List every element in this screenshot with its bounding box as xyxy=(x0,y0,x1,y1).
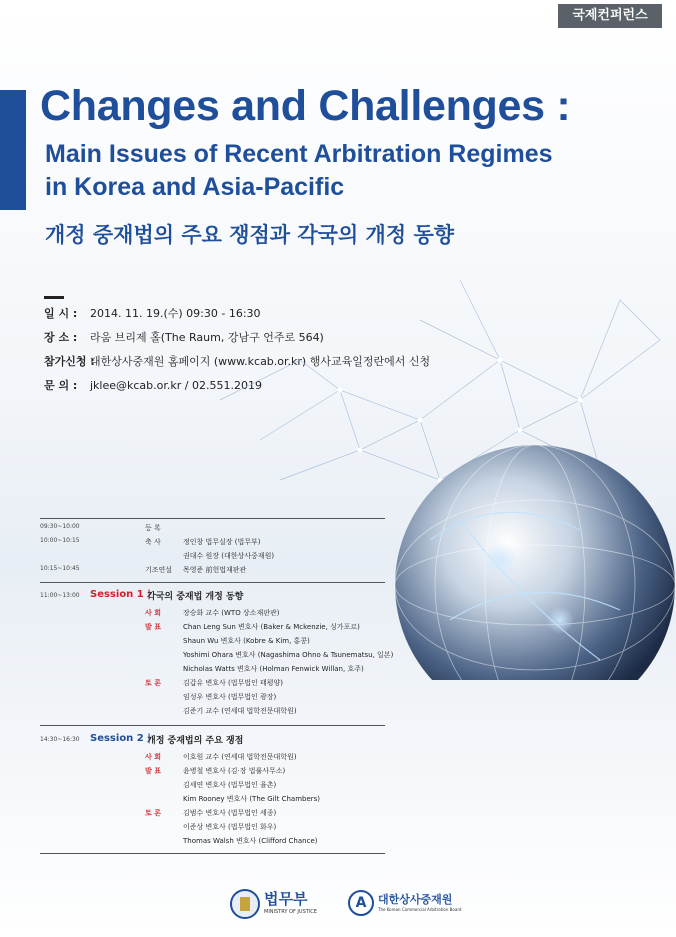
role-label: 발 표 xyxy=(145,623,161,631)
info-value: 대한상사중재원 홈페이지 (www.kcab.or.kr) 행사교육일정란에서 신청 xyxy=(90,355,431,368)
time-slot: 14:30~16:30 xyxy=(40,736,80,743)
info-key: 장 소 : xyxy=(44,331,78,344)
time-slot: 10:00~10:15 xyxy=(40,537,80,544)
moj-emblem-icon xyxy=(230,889,260,919)
row-content: Shaun Wu 변호사 (Kobre & Kim, 홍콩) xyxy=(183,637,310,645)
schedule-rule-2 xyxy=(40,725,385,726)
info-value: 라움 브리제 홀(The Raum, 강남구 언주로 564) xyxy=(90,331,324,344)
subtitle xyxy=(45,138,605,204)
sponsor-logos xyxy=(230,885,490,925)
row-content: 권대수 원장 (대한상사중재원) xyxy=(183,552,275,560)
schedule-rule-1 xyxy=(40,582,385,583)
session-1-block xyxy=(40,586,394,722)
row-content: 목영준 前헌법재판관 xyxy=(183,566,247,574)
kcab-logo-text: 대한상사중재원 xyxy=(378,893,453,906)
row-content: 김범수 변호사 (법무법인 세종) xyxy=(183,809,277,817)
session-name: Session 2 | xyxy=(90,733,151,744)
row-content: 이호원 교수 (연세대 법학전문대학원) xyxy=(183,753,297,761)
row-content: Kim Rooney 변호사 (The Gilt Chambers) xyxy=(183,795,321,803)
info-value: 2014. 11. 19.(수) 09:30 - 16:30 xyxy=(90,307,261,320)
row-content: Nicholas Watts 변호사 (Holman Fenwick Willan, 호주) xyxy=(183,665,364,673)
time-slot: 09:30~10:00 xyxy=(40,523,80,530)
time-slot: 10:15~10:45 xyxy=(40,565,80,572)
schedule-rule-top xyxy=(40,518,385,519)
row-content: 김준기 교수 (연세대 법학전문대학원) xyxy=(183,707,297,715)
session-title: 각국의 중재법 개정 동향 xyxy=(147,592,244,602)
moj-logo-subtext: MINISTRY OF JUSTICE xyxy=(264,909,317,915)
info-key: 일 시 : xyxy=(44,307,78,320)
role-label: 축 사 xyxy=(145,538,161,546)
session-name: Session 1 | xyxy=(90,589,151,600)
role-label: 등 록 xyxy=(145,524,161,532)
kcab-emblem-icon: A xyxy=(348,890,374,916)
schedule-rule-bottom xyxy=(40,853,385,854)
row-content: Chan Leng Sun 변호사 (Baker & Mckenzie, 싱가포르) xyxy=(183,623,360,631)
session-2-block xyxy=(40,730,385,850)
role-label: 기조연설 xyxy=(145,566,173,574)
session-title: 개정 중재법의 주요 쟁점 xyxy=(147,736,244,746)
role-label: 사 회 xyxy=(145,609,161,617)
row-content: 이준상 변호사 (법무법인 화우) xyxy=(183,823,277,831)
subtitle-line-1: Main Issues of Recent Arbitration Regimes xyxy=(45,140,553,168)
subtitle-line-2: in Korea and Asia-Pacific xyxy=(45,173,345,201)
row-content: 김세연 변호사 (법무법인 율촌) xyxy=(183,781,277,789)
role-label: 토 론 xyxy=(145,809,161,817)
kcab-logo-subtext: The Korean Commercial Arbitration Board xyxy=(378,907,462,912)
info-value: jklee@kcab.or.kr / 02.551.2019 xyxy=(90,379,262,392)
info-key: 문 의 : xyxy=(44,379,78,392)
info-key: 참가신청 : xyxy=(44,355,95,368)
row-content: 김갑유 변호사 (법무법인 태평양) xyxy=(183,679,284,687)
row-content: 임성우 변호사 (법무법인 광장) xyxy=(183,693,277,701)
moj-logo-text: 법무부 xyxy=(264,890,308,908)
category-tag: 국제컨퍼런스 xyxy=(558,4,662,28)
main-title: Changes and Challenges : xyxy=(40,82,571,130)
row-content: 정인창 법무실장 (법무부) xyxy=(183,538,261,546)
role-label: 발 표 xyxy=(145,767,161,775)
row-content: Yoshimi Ohara 변호사 (Nagashima Ohno & Tsunematsu, 일본) xyxy=(183,651,394,659)
korean-title: 개정 중재법의 주요 쟁점과 각국의 개정 동향 xyxy=(45,223,455,247)
time-slot: 11:00~13:00 xyxy=(40,592,80,599)
row-content: 장승화 교수 (WTO 상소재판관) xyxy=(183,609,280,617)
role-label: 사 회 xyxy=(145,753,161,761)
role-label: 토 론 xyxy=(145,679,161,687)
info-rule xyxy=(44,296,64,299)
opening-block xyxy=(40,520,385,580)
row-content: 윤병철 변호사 (김·장 법률사무소) xyxy=(183,767,286,775)
row-content: Thomas Walsh 변호사 (Clifford Chance) xyxy=(183,837,318,845)
title-accent-bar xyxy=(0,90,26,210)
